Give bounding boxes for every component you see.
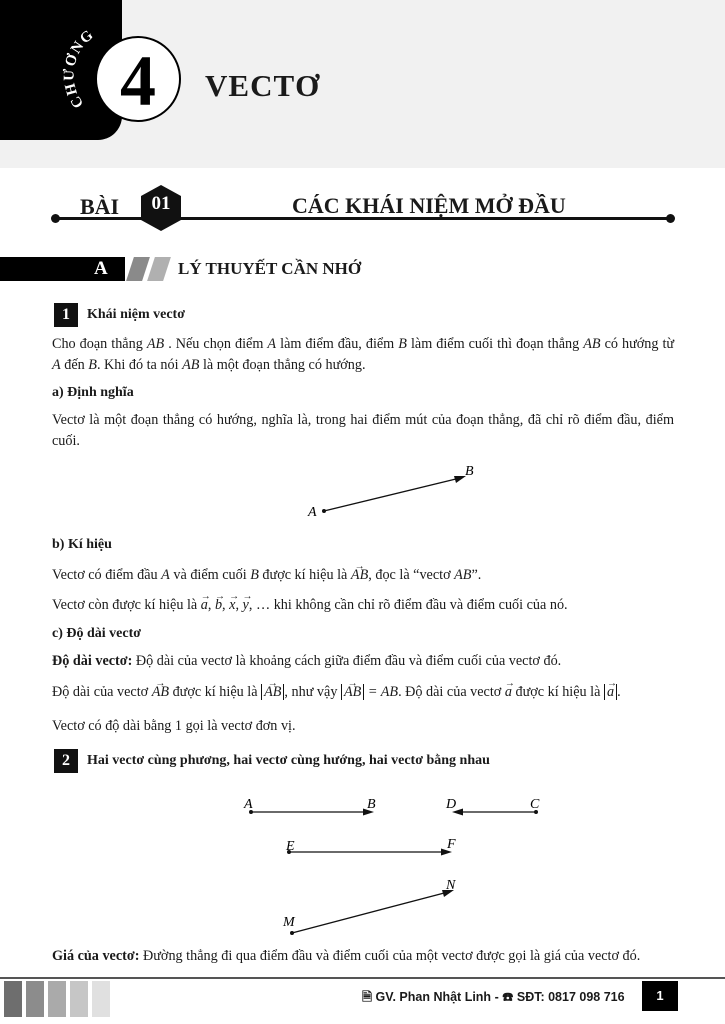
point-e-label: E [286,839,295,854]
definition-heading: a) Định nghĩa [52,385,134,400]
part1-intro: Cho đoạn thẳng AB . Nếu chọn điểm A làm điểm đầu, điểm B làm điểm cuối thì đoạn thẳng AB có hướng từ A đến B. Khi đó ta nói AB là một đoạn thẳng có hướng. [52,336,675,373]
lesson-rule-dot-left [51,214,60,223]
point-a-label: A [244,797,253,812]
point-b-label: B [465,464,474,479]
section-a-letter: A [94,258,108,279]
part1-number: 1 [54,303,78,327]
chapter-word: CHƯƠNG [61,26,98,111]
page-number: 1 [642,981,678,1011]
point-a-label: A [308,505,317,520]
chapter-number: 4 [120,41,156,121]
footer-author: 🗎 GV. Phan Nhật Linh - ☎ SĐT: 0817 098 716 [362,990,625,1004]
section-a-stripe [126,257,150,281]
phone-icon: ☎ [502,990,514,1004]
support-line-definition: Giá của vectơ: Đường thẳng đi qua điểm đầu và điểm cuối của một vectơ được gọi là giá của vectơ đó. [52,948,641,964]
point-c-label: C [530,797,540,812]
part1-title: Khái niệm vectơ [87,307,185,322]
length-heading: c) Độ dài vectơ [52,626,142,641]
part2-title: Hai vectơ cùng phương, hai vectơ cùng hướng, hai vectơ bằng nhau [87,753,490,768]
point-d-label: D [446,797,457,812]
footer-stripe [70,981,88,1017]
footer-rule [0,977,725,979]
notation-line-2: Vectơ còn được kí hiệu là → a, → b, → x, → y, … khi không cần chỉ rõ điểm đầu và điểm cuối của nó. [52,595,674,616]
notation-heading: b) Kí hiệu [52,537,112,552]
notation-line-1: Vectơ có điểm đầu A và điểm cuối B được kí hiệu là → AB, đọc là “vectơ AB”. [52,565,674,586]
length-notation: Độ dài của vectơ → AB được kí hiệu là → AB , như vậy → AB = AB. Độ dài của vectơ → a được kí hiệu là → a . [52,682,674,703]
footer-stripe [48,981,66,1017]
unit-vector-text: Vectơ có độ dài bằng 1 gọi là vectơ đơn vị. [52,718,296,734]
footer-stripe [26,981,44,1017]
definition-text: Vectơ là một đoạn thẳng có hướng, nghĩa là, trong hai điểm mút của đoạn thẳng, đã chỉ rõ điểm đầu, điểm cuối. [52,412,674,449]
document-icon: 🗎 [362,990,373,1004]
vector-mn-line [292,892,448,933]
lesson-rule-dot-right [666,214,675,223]
footer-stripe [4,981,22,1017]
chapter-title: VECTƠ [205,68,321,103]
point-f-label: F [447,837,456,852]
point-m-dot [290,931,294,935]
footer-stripe [92,981,110,1017]
lesson-label: BÀI [80,194,120,219]
figure-vector-pairs [230,790,560,940]
length-definition: Độ dài vectơ: Độ dài của vectơ là khoảng cách giữa điểm đầu và điểm cuối của vectơ đó. [52,653,562,669]
point-b-label: B [367,797,376,812]
vector-ab-line [324,478,460,511]
lesson-title: CÁC KHÁI NIỆM MỞ ĐẦU [292,193,566,218]
section-a-stripe [147,257,171,281]
point-n-label: N [446,878,456,893]
point-m-label: M [283,915,295,930]
part2-number: 2 [54,749,78,773]
section-a-title: LÝ THUYẾT CẦN NHỚ [178,259,362,278]
point-a-dot [322,509,326,513]
figure-vector-ab [300,458,490,520]
lesson-number: 01 [151,193,171,214]
svg-text:CHƯƠNG [62,26,98,110]
